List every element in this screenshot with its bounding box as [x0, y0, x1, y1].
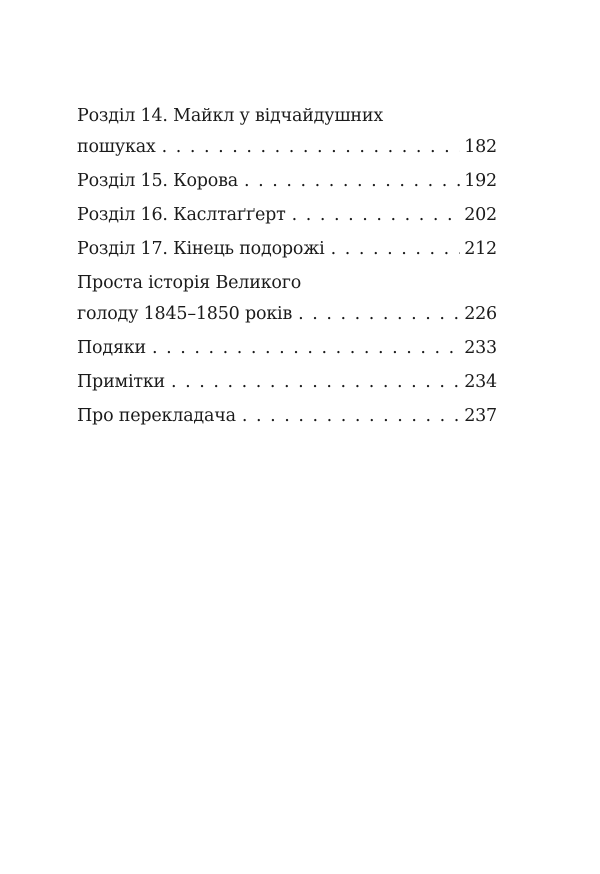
dot-leader [162, 132, 461, 163]
toc-entry-title: Розділ 14. Майкл у відчайдушних [77, 106, 384, 126]
toc-entry-page-number: 182 [464, 137, 497, 157]
toc-entry-chapter-15[interactable] [77, 166, 497, 197]
toc-entry-last-line [77, 234, 497, 265]
table-of-contents [77, 101, 497, 432]
toc-entry-chapter-16[interactable] [77, 200, 497, 231]
dot-leader [152, 333, 460, 364]
dot-leader [331, 234, 461, 265]
toc-entry-title: Проста історія Великого [77, 273, 302, 293]
toc-entry-page-number: 202 [464, 205, 497, 225]
toc-entry-about-translator[interactable] [77, 401, 497, 432]
toc-entry-page-number: 212 [464, 239, 497, 259]
toc-entry-title: Розділ 15. Корова [77, 171, 239, 191]
toc-entry-notes[interactable] [77, 367, 497, 398]
toc-entry-title: пошуках [77, 137, 156, 157]
dot-leader [171, 367, 460, 398]
toc-entry-page-number: 192 [464, 171, 497, 191]
toc-entry-title: Про перекладача [77, 406, 236, 426]
toc-entry-title: Примітки [77, 372, 166, 392]
dot-leader [242, 401, 460, 432]
toc-entry-title: Розділ 16. Каслтаґґерт [77, 205, 286, 225]
toc-entry-acknowledgements[interactable] [77, 333, 497, 364]
toc-entry-page-number: 234 [464, 372, 497, 392]
toc-entry-page-number: 226 [464, 304, 497, 324]
toc-entry-last-line [77, 132, 497, 163]
toc-entry-last-line [77, 166, 497, 197]
dot-leader [244, 166, 460, 197]
toc-entry-title: Подяки [77, 338, 147, 358]
toc-entry-title-line [77, 268, 497, 299]
toc-entry-chapter-14[interactable] [77, 101, 497, 163]
toc-entry-title: голоду 1845–1850 років [77, 304, 293, 324]
dot-leader [298, 299, 460, 330]
toc-entry-last-line [77, 401, 497, 432]
toc-entry-title-line [77, 101, 497, 132]
toc-entry-last-line [77, 200, 497, 231]
toc-entry-page-number: 237 [464, 406, 497, 426]
toc-entry-page-number: 233 [464, 338, 497, 358]
dot-leader [292, 200, 461, 231]
toc-entry-last-line [77, 333, 497, 364]
toc-entry-great-famine-history[interactable] [77, 268, 497, 330]
toc-entry-chapter-17[interactable] [77, 234, 497, 265]
toc-entry-title: Розділ 17. Кінець подорожі [77, 239, 325, 259]
toc-entry-last-line [77, 299, 497, 330]
toc-entry-last-line [77, 367, 497, 398]
